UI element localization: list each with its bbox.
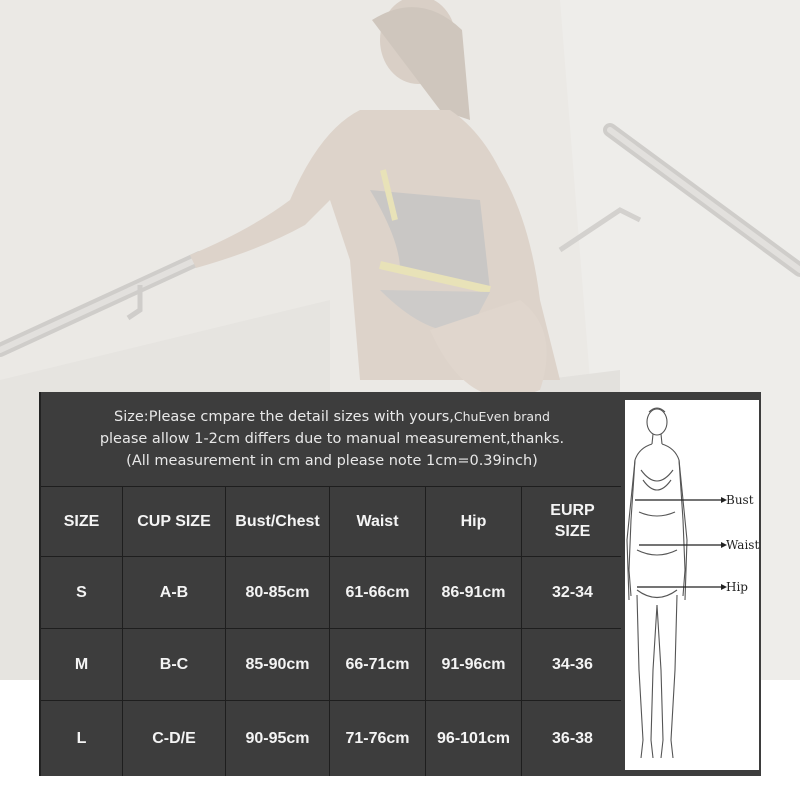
row-l-waist: 71-76cm — [330, 701, 426, 776]
row-l-bust: 90-95cm — [226, 701, 330, 776]
waist-label: Waist — [726, 538, 760, 552]
row-l-size: L — [41, 701, 123, 776]
row-s-eurp: 32-34 — [522, 557, 623, 629]
header-cup-size: CUP SIZE — [123, 486, 226, 557]
bust-label: Bust — [726, 493, 754, 507]
header-hip: Hip — [426, 486, 522, 557]
header-bust: Bust/Chest — [226, 486, 330, 557]
row-m-bust: 85-90cm — [226, 629, 330, 701]
size-notice — [41, 392, 623, 487]
row-s-bust: 80-85cm — [226, 557, 330, 629]
header-eurp-size — [522, 486, 623, 557]
row-m-waist: 66-71cm — [330, 629, 426, 701]
measurement-figure-panel — [621, 392, 761, 776]
notice-line-1-text: Size:Please cmpare the detail sizes with yours, — [114, 409, 454, 425]
header-size: SIZE — [41, 486, 123, 557]
size-table — [39, 392, 621, 776]
notice-line-2: please allow 1-2cm differs due to manual measurement,thanks. — [99, 431, 565, 447]
row-l-cup: C-D/E — [123, 701, 226, 776]
notice-line-3: (All measurement in cm and please note 1cm=0.39inch) — [126, 453, 538, 469]
measurement-figure — [625, 400, 759, 770]
row-s-cup: A-B — [123, 557, 226, 629]
row-m-cup: B-C — [123, 629, 226, 701]
row-l-hip: 96-101cm — [426, 701, 522, 776]
notice-line-1 — [114, 406, 550, 428]
row-s-size: S — [41, 557, 123, 629]
brand-name: ChuEven brand — [453, 409, 550, 424]
header-eurp-size-text: EURP SIZE — [550, 502, 595, 540]
row-m-eurp: 34-36 — [522, 629, 623, 701]
header-waist: Waist — [330, 486, 426, 557]
row-s-waist: 61-66cm — [330, 557, 426, 629]
hip-label: Hip — [726, 580, 748, 594]
row-l-eurp: 36-38 — [552, 729, 593, 747]
row-s-hip: 86-91cm — [426, 557, 522, 629]
size-grid — [41, 486, 623, 776]
size-chart — [39, 392, 761, 776]
row-m-hip: 91-96cm — [426, 629, 522, 701]
row-m-size: M — [41, 629, 123, 701]
